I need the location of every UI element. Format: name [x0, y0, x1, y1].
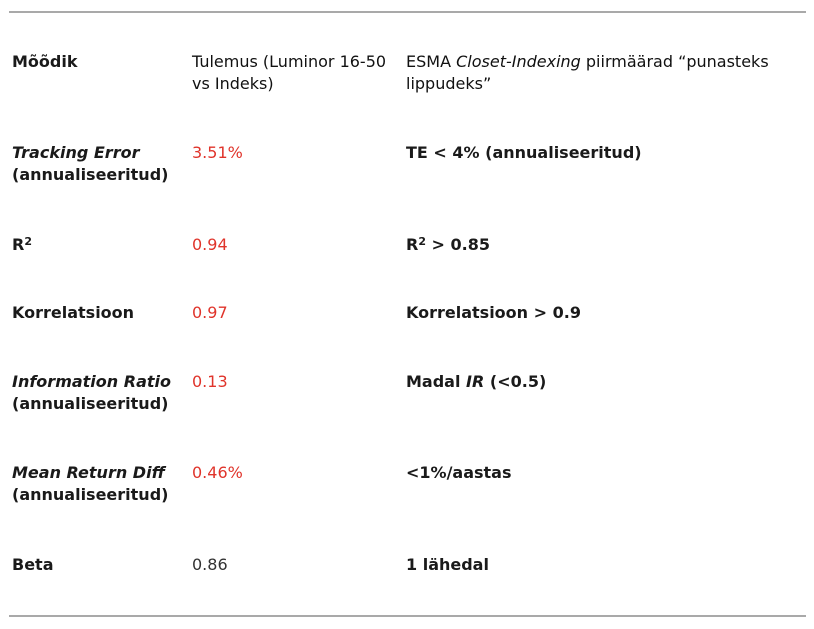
threshold-information-ratio: Madal IR (<0.5) [406, 372, 547, 391]
metric-mean-return-diff: Mean Return Diff (annualiseeritud) [12, 463, 169, 504]
top-rule [9, 11, 806, 13]
metric-correlation: Korrelatsioon [12, 303, 135, 322]
header-esma-thresholds: ESMA Closet-Indexing piirmäärad “punasteks lippudeks” [406, 52, 769, 93]
metric-information-ratio: Information Ratio (annualiseeritud) [12, 372, 171, 413]
threshold-tracking-error: TE < 4% (annualiseeritud) [406, 143, 642, 162]
metric-tracking-error: Tracking Error (annualiseeritud) [12, 143, 169, 184]
threshold-r-squared: $R^2 > 0.85$ [406, 235, 491, 254]
threshold-correlation: Korrelatsioon > 0.9 [406, 303, 581, 322]
threshold-beta: 1 lähedal [406, 555, 489, 574]
header-metric: Mõõdik [12, 52, 78, 71]
value-correlation: 0.97 [192, 303, 228, 322]
value-beta: 0.86 [192, 555, 228, 574]
header-result: Tulemus (Luminor 16-50 vs Indeks) [192, 52, 387, 93]
metric-r-squared: $R^2$ [12, 235, 32, 254]
bottom-rule [9, 615, 806, 617]
value-tracking-error: 3.51% [192, 143, 243, 162]
threshold-mean-return-diff: <1%/aastas [406, 463, 512, 482]
value-r-squared: 0.94 [192, 235, 228, 254]
metric-beta: Beta [12, 555, 54, 574]
value-mean-return-diff: 0.46% [192, 463, 243, 482]
value-information-ratio: 0.13 [192, 372, 228, 391]
